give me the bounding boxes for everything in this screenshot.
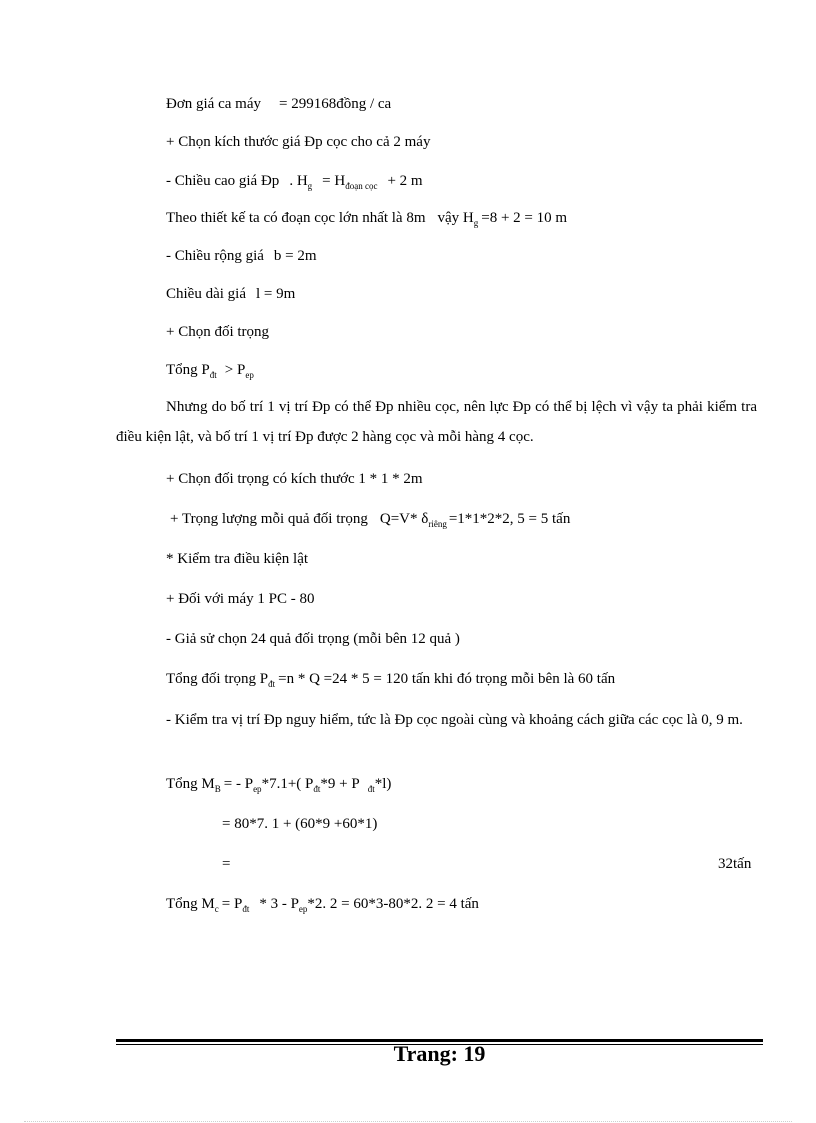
machine-pc80-line: + Đối với máy 1 PC - 80	[166, 591, 315, 607]
frame-width-line: - Chiều rộng giá b = 2m	[166, 248, 317, 264]
choose-counterweight-line: + Chọn đối trọng	[166, 324, 270, 340]
paragraph-overturn-check: Nhưng do bố trí 1 vị trí Đp có thể Đp nhiều cọc, nên lực Đp có thể bị lệch vì vậy ta phải kiểm tra điều kiện lật, và bố trí 1 vị trí Đp được 2 hàng cọc và mỗi hàng 4 cọc.	[116, 399, 757, 445]
paragraph-dangerous-position: - Kiểm tra vị trí Đp nguy hiểm, tức là Đp cọc ngoài cùng và khoảng cách giữa các cọc là 0, 9 m.	[166, 712, 743, 728]
choose-frame-size-line: + Chọn kích thước giá Đp cọc cho cả 2 máy	[166, 134, 431, 150]
moment-b-result-equals: =	[222, 856, 231, 872]
moment-b-result-value: 32tấn	[718, 856, 752, 872]
design-pile-length-line: Theo thiết kế ta có đoạn cọc lớn nhất là 8m vậy $H_g =8 + 2 = 10$ m	[166, 210, 568, 228]
moment-b-substitution-line: = 80*7. 1 + (60*9 +60*1)	[222, 816, 378, 832]
machine-shift-price-line: Đơn giá ca máy = 299168đồng / ca	[166, 96, 392, 112]
moment-b-line: Tổng $M_B$ = - $P_{ep}*7.1+$( $P_{đt}*9 + P$ $_{đt}$*l)	[166, 776, 392, 794]
total-weight-condition-line: Tổng $P_{đt} > P_{ep}$	[166, 362, 254, 380]
frame-length-line: Chiều dài giá l = 9m	[166, 286, 296, 302]
frame-height-line: - Chiều cao giá Đp . $H_g = H_{đoạn cọc} + 2$ m	[166, 173, 423, 191]
page-bottom-dotted-border	[24, 1121, 792, 1122]
moment-c-line: Tổng $M_c = P_{đt} * 3 - P_{ep}*2$. 2 = 60*3-80*2. 2 = 4 tấn	[166, 896, 479, 914]
assume-24-weights-line: - Giả sử chọn 24 quả đối trọng (mỗi bên 12 quả )	[166, 631, 460, 647]
counterweight-weight-line: + Trọng lượng mỗi quả đối trọng Q=V* $\delta_{riêng} =1*1*2*2$, 5 = 5 tấn	[170, 511, 571, 529]
page-number: Trang: 19	[393, 1041, 486, 1066]
total-counterweight-line: Tổng đối trọng $P_{đt} =n * Q =24 * 5 = 120$ tấn khi đó trọng mỗi bên là 60 tấn	[166, 671, 616, 689]
counterweight-size-line: + Chọn đối trọng có kích thước 1 * 1 * 2m	[166, 471, 423, 487]
overturn-check-heading: * Kiểm tra điều kiện lật	[166, 551, 309, 567]
